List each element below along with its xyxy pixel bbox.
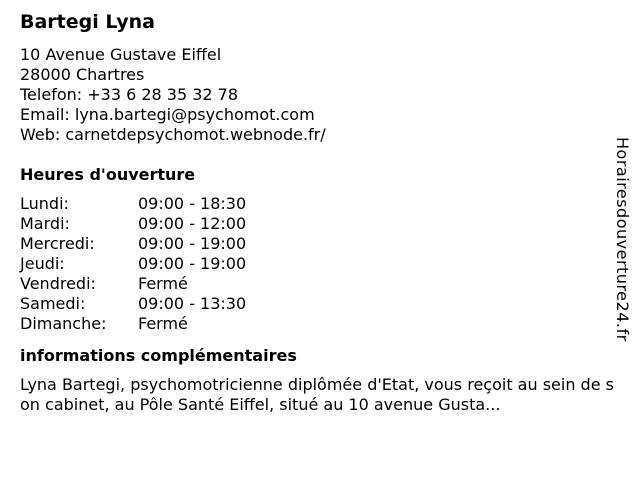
hours-row-friday xyxy=(20,274,610,294)
hours-row-saturday xyxy=(20,294,610,314)
business-name: Bartegi Lyna xyxy=(20,11,155,33)
email-line: Email: lyna.bartegi@psychomot.com xyxy=(20,105,315,124)
day-label: Vendredi: xyxy=(20,274,96,293)
opening-hours-list xyxy=(20,194,610,334)
time-value: 09:00 - 12:00 xyxy=(138,214,247,233)
day-label: Lundi: xyxy=(20,194,69,213)
time-value: 09:00 - 19:00 xyxy=(138,234,247,253)
hours-row-sunday xyxy=(20,314,610,334)
site-watermark: Horairesdouverture24.fr xyxy=(613,137,632,342)
time-value: Fermé xyxy=(138,314,188,333)
time-value: 09:00 - 13:30 xyxy=(138,294,247,313)
info-description: Lyna Bartegi, psychomotricienne diplômée d'Etat, vous reçoit au sein de son cabinet, au Pôle Santé Eiffel, situé au 10 avenue Gusta... xyxy=(20,375,614,414)
time-value: 09:00 - 19:00 xyxy=(138,254,247,273)
day-label: Dimanche: xyxy=(20,314,107,333)
business-card xyxy=(20,10,614,415)
info-heading: informations complémentaires xyxy=(20,346,297,365)
time-value: 09:00 - 18:30 xyxy=(138,194,247,213)
day-label: Mercredi: xyxy=(20,234,95,253)
hours-row-tuesday xyxy=(20,214,610,234)
address-line-1: 10 Avenue Gustave Eiffel xyxy=(20,45,222,64)
day-label: Mardi: xyxy=(20,214,70,233)
phone-line: Telefon: +33 6 28 35 32 78 xyxy=(20,85,239,104)
hours-row-thursday xyxy=(20,254,610,274)
web-line: Web: carnetdepsychomot.webnode.fr/ xyxy=(20,125,326,144)
address-line-2: 28000 Chartres xyxy=(20,65,145,84)
day-label: Jeudi: xyxy=(20,254,65,273)
day-label: Samedi: xyxy=(20,294,86,313)
hours-heading: Heures d'ouverture xyxy=(20,165,196,184)
time-value: Fermé xyxy=(138,274,188,293)
hours-row-wednesday xyxy=(20,234,610,254)
hours-row-monday xyxy=(20,194,610,214)
